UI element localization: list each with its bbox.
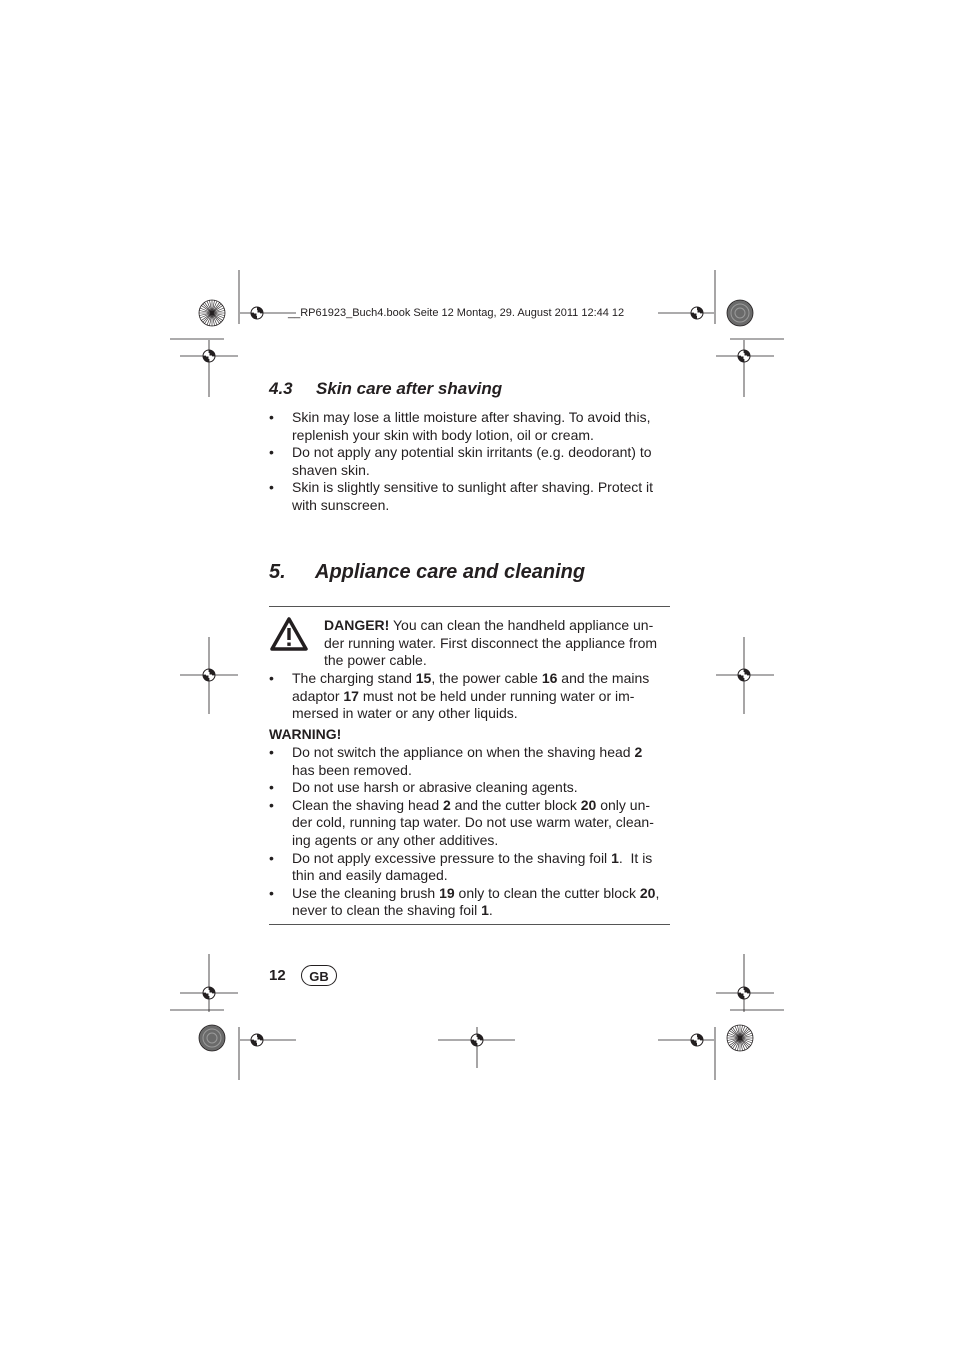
danger-bullet-list xyxy=(269,670,679,723)
danger-notice: DANGER! You can clean the handheld appliance un- der running water. First disconnect the appliance from the power cable. xyxy=(324,617,658,669)
list-item: • Do not apply excessive pressure to the shaving foil 1. It is thin and easily damaged. xyxy=(269,849,653,884)
warning-label: WARNING! xyxy=(269,726,342,742)
language-badge: GB xyxy=(301,965,337,986)
page-number: 12 xyxy=(269,967,286,984)
section-title: Skin care after shaving xyxy=(316,379,503,398)
section-4-3-heading xyxy=(269,379,502,399)
list-item: • Use the cleaning brush 19 only to clean the cutter block 20, never to clean the shaving foil 1. xyxy=(269,884,660,919)
danger-label: DANGER! xyxy=(324,617,390,633)
list-item: • Do not use harsh or abrasive cleaning agents. xyxy=(269,779,578,796)
divider-bottom xyxy=(269,924,670,925)
list-item: • Do not apply any potential skin irritants (e.g. deodorant) to shaven skin. xyxy=(269,444,652,478)
list-item: • Clean the shaving head 2 and the cutter block 20 only un- der cold, running tap water. Do not use warm water, clean- ing agents or any other additives. xyxy=(269,796,654,848)
skin-care-list xyxy=(269,409,679,515)
chapter-5-heading xyxy=(269,561,585,584)
warning-triangle-icon xyxy=(270,617,308,651)
divider-top xyxy=(269,606,670,607)
warning-list xyxy=(269,744,679,920)
list-item: • The charging stand 15, the power cable 16 and the mains adaptor 17 must not be held under running water or im- mersed in water or any other liquids. xyxy=(269,670,650,722)
section-number: 4.3 xyxy=(269,379,293,398)
list-item: • Do not switch the appliance on when the shaving head 2 has been removed. xyxy=(269,744,643,778)
chapter-title: Appliance care and cleaning xyxy=(315,561,586,583)
chapter-number: 5. xyxy=(269,561,286,583)
print-slug: __RP61923_Buch4.book Seite 12 Montag, 29. August 2011 12:44 12 xyxy=(288,307,625,319)
list-item: • Skin may lose a little moisture after shaving. To avoid this, replenish your skin with body lotion, oil or cream. xyxy=(269,409,651,443)
list-item: • Skin is slightly sensitive to sunlight after shaving. Protect it with sunscreen. xyxy=(269,479,654,513)
